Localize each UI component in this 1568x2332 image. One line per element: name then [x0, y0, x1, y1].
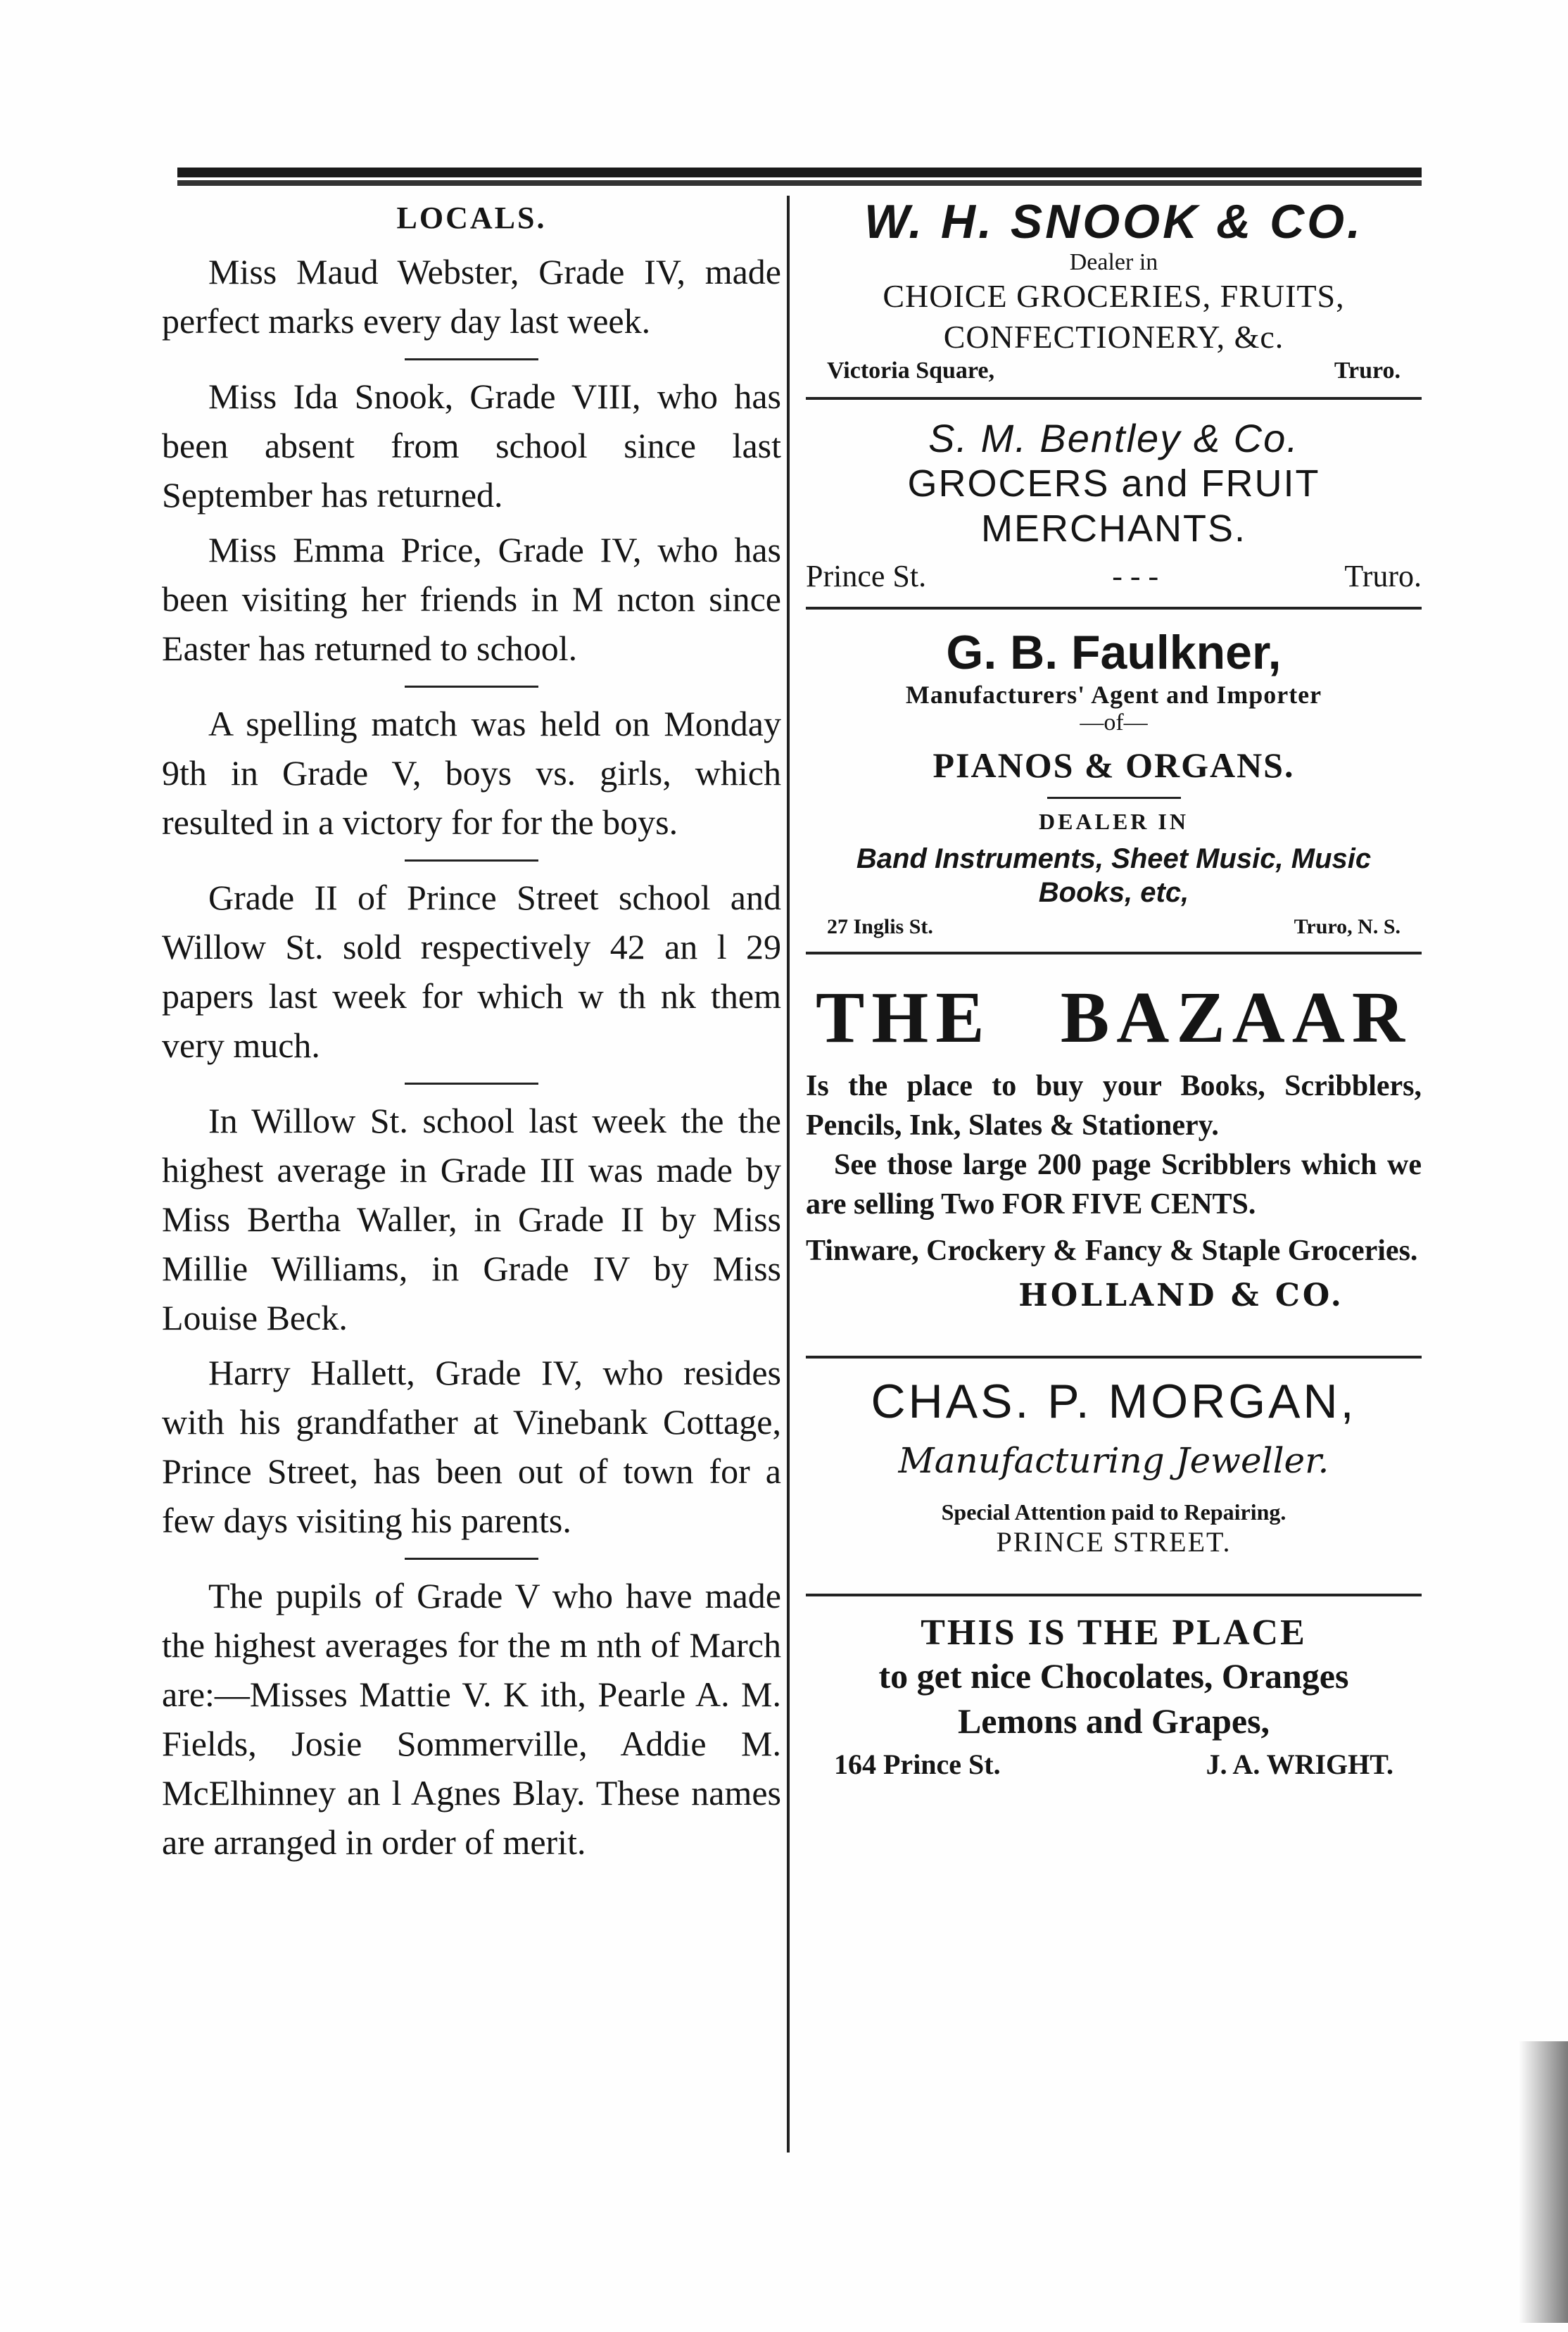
locals-heading: LOCALS. — [396, 201, 547, 235]
faulkner-dealer: DEALER IN — [1039, 809, 1189, 834]
separator — [405, 358, 538, 360]
local-item: Miss Maud Webster, Grade IV, made perfect marks every day last week. — [162, 252, 781, 341]
local-item: Harry Hallett, Grade IV, who resides with his grandfather at Vinebank Cottage, Prince Street, has been out of town for a few days visiting his parents. — [162, 1353, 781, 1540]
bazaar-p3: Tinware, Crockery & Fancy & Staple Groceries. — [806, 1235, 1418, 1267]
snook-name: W. H. SNOOK & CO. — [864, 195, 1363, 248]
bentley-line1: GROCERS and FRUIT — [907, 462, 1320, 505]
bentley-addr-left: Prince St. — [806, 559, 927, 593]
separator — [405, 686, 538, 688]
bazaar-signature: HOLLAND & CO. — [1018, 1278, 1344, 1313]
wright-signature — [806, 1748, 1422, 1781]
bazaar-title-left: THE — [816, 977, 992, 1058]
faulkner-address — [806, 915, 1422, 939]
local-item: The pupils of Grade V who have made the highest averages for the m nth of March are:—Misses Mattie V. K ith, Pearle A. M. Fields, Josie Sommerville, Addie M. McElhinney an l Agnes Blay. These names are arranged in order of merit. — [162, 1576, 781, 1862]
ad-rule — [806, 607, 1422, 610]
faulkner-line1: Band Instruments, Sheet Music, Music — [856, 843, 1372, 874]
faulkner-pianos: PIANOS & ORGANS. — [932, 745, 1295, 785]
bentley-ad — [806, 415, 1422, 594]
faulkner-name: G. B. Faulkner, — [946, 626, 1282, 679]
short-rule — [1047, 797, 1181, 799]
bentley-addr-mid: - - - — [1112, 559, 1159, 593]
local-item: Miss Ida Snook, Grade VIII, who has been absent from school since last September has returned. — [162, 377, 781, 515]
bazaar-ad — [806, 976, 1422, 1313]
wright-line1: to get nice Chocolates, Oranges — [878, 1656, 1349, 1696]
bentley-address — [806, 558, 1422, 594]
top-rule — [177, 168, 1422, 180]
morgan-ad — [806, 1374, 1422, 1558]
local-item: A spelling match was held on Monday 9th in Grade V, boys vs. girls, which resulted in a victory for for the boys. — [162, 704, 781, 842]
page-edge-shadow — [1519, 2041, 1568, 2323]
morgan-sub: Manufacturing Jeweller. — [898, 1440, 1329, 1481]
ad-rule — [806, 1594, 1422, 1596]
separator — [405, 1558, 538, 1560]
bazaar-title — [806, 976, 1422, 1059]
bazaar-title-right: BAZAAR — [1060, 977, 1412, 1058]
snook-address — [806, 358, 1422, 384]
morgan-street: PRINCE STREET. — [996, 1526, 1232, 1558]
local-item: Miss Emma Price, Grade IV, who has been visiting her friends in M ncton since Easter has returned to school. — [162, 530, 781, 668]
faulkner-ad — [806, 625, 1422, 939]
wright-line2: Lemons and Grapes, — [957, 1701, 1270, 1741]
separator — [405, 1083, 538, 1085]
faulkner-line2: Books, etc, — [1038, 877, 1189, 908]
bentley-name: S. M. Bentley & Co. — [928, 416, 1299, 460]
column-divider — [787, 196, 790, 2153]
bazaar-p2: See those large 200 page Scribblers which we are selling Two FOR FIVE CENTS. — [806, 1149, 1422, 1221]
snook-line2: CONFECTIONERY, &c. — [943, 319, 1284, 355]
wright-heading: THIS IS THE PLACE — [921, 1613, 1307, 1653]
faulkner-addr-left: 27 Inglis St. — [827, 915, 933, 938]
wright-ad — [806, 1612, 1422, 1781]
bentley-addr-right: Truro. — [1344, 559, 1422, 593]
local-item: In Willow St. school last week the the highest average in Grade III was made by Miss Bertha Waller, in Grade II by Miss Millie Williams, in Grade IV by Miss Louise Beck. — [162, 1101, 781, 1337]
bazaar-p1: Is the place to buy your Books, Scribblers, Pencils, Ink, Slates & Stationery. — [806, 1070, 1422, 1142]
ad-rule — [806, 952, 1422, 954]
ad-rule — [806, 397, 1422, 400]
snook-line1: CHOICE GROCERIES, FRUITS, — [883, 278, 1345, 314]
wright-addr: 164 Prince St. — [834, 1748, 1001, 1780]
separator — [405, 859, 538, 862]
snook-ad — [806, 194, 1422, 384]
morgan-name: CHAS. P. MORGAN, — [871, 1375, 1357, 1428]
ads-column — [806, 190, 1422, 1781]
faulkner-sub: Manufacturers' Agent and Importer — [905, 681, 1322, 709]
snook-dealer: Dealer in — [1069, 249, 1158, 275]
snook-addr-right: Truro. — [1334, 358, 1401, 384]
faulkner-addr-right: Truro, N. S. — [1294, 915, 1401, 938]
wright-name: J. A. WRIGHT. — [1206, 1748, 1393, 1780]
locals-column — [162, 190, 781, 1867]
faulkner-of: —of— — [1080, 710, 1148, 736]
snook-addr-left: Victoria Square, — [827, 358, 994, 384]
bentley-line2: MERCHANTS. — [980, 508, 1246, 550]
local-item: Grade II of Prince Street school and Willow St. sold respectively 42 an l 29 papers last week for which w th nk them very much. — [162, 878, 781, 1065]
ad-rule — [806, 1356, 1422, 1359]
morgan-special: Special Attention paid to Repairing. — [941, 1499, 1286, 1525]
